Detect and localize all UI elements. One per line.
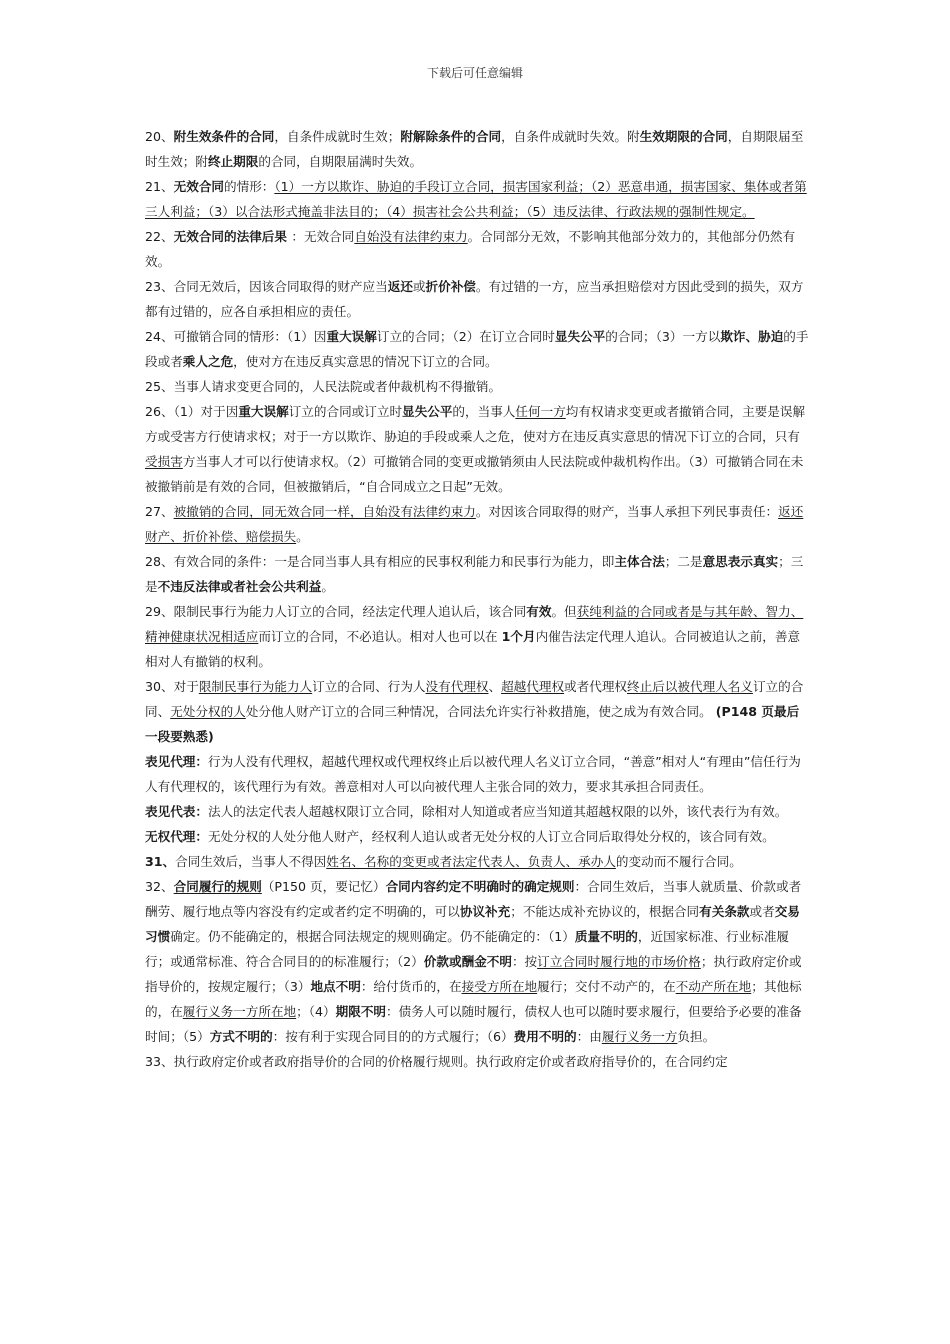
text-run: ；不能达成补充协议的，根据合同 [510, 904, 700, 919]
text-run: 24、可撤销合同的情形：（1）因 [145, 329, 327, 344]
text-run: 订立合同时履行地的市场价格 [537, 954, 701, 969]
text-run: ，使对方在违反真实意思的情况下订立的合同。 [233, 354, 498, 369]
page-header: 下载后可任意编辑 [426, 66, 523, 80]
text-run: 23、合同无效后，因该合同取得的财产应当 [145, 279, 388, 294]
text-run: 不违反法律或者社会公共利益 [157, 579, 322, 594]
text-run: ，自条件成就时失效。附 [501, 129, 640, 144]
text-run: 重大误解 [238, 404, 289, 419]
text-run: 履行义务一方所在地 [182, 1004, 297, 1019]
text-run: 订立的合同；（2）在订立合同时 [376, 329, 555, 344]
text-run: 没有代理权 [425, 679, 489, 694]
text-run: 受损害 [145, 454, 183, 469]
text-run: 负担。 [677, 1029, 716, 1044]
text-run: 的合同，自期限届满时失效。 [258, 154, 423, 169]
text-run: 返还财产、折价补偿、赔偿损失 [145, 504, 804, 544]
text-run: 终止后以被代理人名义 [627, 679, 753, 694]
text-run: ：给付货币的，在 [360, 979, 462, 994]
text-run: ；（4） [296, 1004, 336, 1019]
text-run: 均有权请求变更或者撤销合同，主要是误解方或受害方行使请求权；对于一方以欺诈、胁迫的手段或乘人之危，使对方在违反真实意思的情况下订立的合同，只有 [145, 404, 806, 444]
text-run: 交易习惯 [145, 904, 800, 944]
text-run: 22、 [145, 229, 174, 244]
text-run: ：合同生效后，当事人就质量、价款或者酬劳、履行地点等内容没有约定或者约定不明确的，可以 [145, 879, 802, 919]
text-run: 接受方所在地 [461, 979, 538, 994]
text-run: 费用不明的 [513, 1029, 577, 1044]
text-run: 。 [296, 529, 309, 544]
paragraph [145, 399, 810, 499]
text-run: 方当事人才可以行使请求权。（2）可撤销合同的变更或撤销须由人民法院或仲裁机构作出。（3）可撤销合同在未被撤销前是有效的合同，但被撤销后，“自合同成立之日起”无效。 [145, 454, 804, 494]
text-run: 订立的合同或订立时 [288, 404, 403, 419]
text-run: 终止期限 [207, 154, 259, 169]
text-run: 。 [321, 579, 334, 594]
text-run: 方式不明的 [209, 1029, 273, 1044]
text-run: 获纯利益的合同或者是与其年龄、智力、精神健康状况相适应 [145, 604, 804, 644]
text-run: 自始没有法律约束力 [354, 229, 468, 244]
text-run: ：按有利于实现合同目的的方式履行；（6） [272, 1029, 514, 1044]
text-run: 订立的合同、行为人 [312, 679, 426, 694]
text-run: 被撤销的合同，同无效合同一样，自始没有法律约束力 [173, 504, 476, 519]
text-run: 显失公平 [402, 404, 453, 419]
text-run: 无处分权的人处分他人财产，经权利人追认或者无处分权的人订立合同后取得处分权的，该合同有效。 [207, 829, 775, 844]
text-run: 协议补充 [459, 904, 511, 919]
text-run: 表见代理： [145, 754, 208, 769]
text-run: 无效合同的法律后果 [173, 229, 292, 244]
text-run: 主体合法 [614, 554, 665, 569]
paragraph [145, 124, 810, 174]
paragraph [145, 549, 810, 599]
text-run: 30、对于 [145, 679, 199, 694]
text-run: 1个月 [501, 629, 536, 644]
paragraph [145, 274, 810, 324]
paragraph [145, 174, 810, 224]
text-run: 31、 [145, 854, 176, 869]
text-run: 或 [412, 279, 426, 294]
text-run: ，自期限届至时生效；附 [145, 129, 804, 169]
text-run: 超越代理权 [501, 679, 565, 694]
paragraph [145, 1049, 810, 1074]
text-run: ：债务人可以随时履行，债权人也可以随时要求履行，但要给予必要的准备时间；（5） [145, 1004, 802, 1044]
document-body [145, 124, 810, 1074]
text-run: 期限不明 [335, 1004, 386, 1019]
text-run: 有效 [526, 604, 552, 619]
text-run: ；执行政府定价或指导价的，按规定履行；（3） [145, 954, 802, 994]
text-run: 返还 [387, 279, 413, 294]
text-run: 、 [488, 679, 502, 694]
text-run: (P148 页最后一段要熟悉) [145, 704, 800, 744]
text-run: 。对因该合同取得的财产，当事人承担下列民事责任： [475, 504, 779, 519]
text-run: 确定。仍不能确定的，根据合同法规定的规则确定。仍不能确定的：（1） [170, 929, 575, 944]
text-run: 的变动而不履行合同。 [615, 854, 742, 869]
text-run: 质量不明的 [574, 929, 638, 944]
text-run: 合同生效后，当事人不得因 [175, 854, 327, 869]
text-run: ：由 [576, 1029, 602, 1044]
text-run: ；二是 [664, 554, 703, 569]
text-run: ：按 [511, 954, 538, 969]
text-run: 无权代理： [145, 829, 208, 844]
text-run: 或者代理权 [564, 679, 627, 694]
text-run: 无效合同 [173, 179, 224, 194]
text-run: 29、限制民事行为能力人订立的合同，经法定代理人追认后，该合同 [145, 604, 527, 619]
paragraph [145, 799, 810, 824]
paragraph [145, 674, 810, 749]
text-run: 显失公平 [554, 329, 606, 344]
text-run: 合同履行的规则 [173, 879, 262, 894]
text-run: （1）一方以欺诈、胁迫的手段订立合同，损害国家利益；（2）恶意串通，损害国家、集体或者第三人利益；（3）以合法形式掩盖非法目的；（4）损害社会公共利益；（5）违反法律、行政法规的强制性规定。 [145, 179, 807, 219]
text-run: 意思表示真实 [702, 554, 779, 569]
text-run: 25、当事人请求变更合同的，人民法院或者仲裁机构不得撤销。 [145, 379, 502, 394]
text-run: 履行；交付不动产的，在 [537, 979, 676, 994]
text-run: 33、执行政府定价或者政府指导价的合同的价格履行规则。执行政府定价或者政府指导价的，在合同约定 [145, 1054, 728, 1069]
text-run: 附解除条件的合同 [400, 129, 502, 144]
text-run: 。但 [551, 604, 577, 619]
text-run: 32、 [145, 879, 174, 894]
paragraph [145, 849, 810, 874]
text-run: 。合同部分无效，不影响其他部分效力的，其他部分仍然有效。 [145, 229, 796, 269]
text-run: 订立的合同、 [145, 679, 804, 719]
text-run: 乘人之危 [182, 354, 234, 369]
text-run: 合同内容约定不明确时的确定规则 [385, 879, 575, 894]
text-run: 内催告法定代理人追认。合同被追认之前，善意相对人有撤销的权利。 [145, 629, 801, 669]
text-run: 不动产所在地 [675, 979, 752, 994]
paragraph [145, 599, 810, 674]
text-run: 处分他人财产订立的合同三种情况，合同法允许实行补救措施，使之成为有效合同。 [245, 704, 716, 719]
text-run: 行为人没有代理权，超越代理权或代理权终止后以被代理人名义订立合同，“善意”相对人“有理由”信任行为人有代理权的，该代理行为有效。善意相对人可以向被代理人主张合同的效力，要求其承担合同责任。 [145, 754, 801, 794]
text-run: 附生效条件的合同 [173, 129, 275, 144]
text-run: 折价补偿 [425, 279, 476, 294]
text-run: 地点不明 [310, 979, 361, 994]
text-run: 限制民事行为能力人 [198, 679, 313, 694]
paragraph [145, 874, 810, 1049]
text-run: 27、 [145, 504, 174, 519]
text-run: 21、 [145, 179, 174, 194]
text-run: 重大误解 [326, 329, 377, 344]
text-run: 的情形： [224, 179, 275, 194]
text-run: 或者 [749, 904, 775, 919]
text-run: ；其他标的，在 [145, 979, 802, 1019]
text-run: ：无效合同 [291, 229, 355, 244]
text-run: 28、有效合同的条件：一是合同当事人具有相应的民事权利能力和民事行为能力，即 [145, 554, 615, 569]
text-run: 任何一方 [515, 404, 566, 419]
text-run: 的，当事人 [452, 404, 516, 419]
text-run: 而订立的合同，不必追认。相对人也可以在 [258, 629, 502, 644]
text-run: 生效期限的合同 [639, 129, 728, 144]
text-run: 26、（1）对于因 [145, 404, 239, 419]
text-run: 有关条款 [699, 904, 750, 919]
text-run: 姓名、名称的变更或者法定代表人、负责人、承办人 [326, 854, 616, 869]
text-run: 欺诈、胁迫 [720, 329, 784, 344]
text-run: ，自条件成就时生效； [274, 129, 401, 144]
text-run: 价款或酬金不明 [423, 954, 512, 969]
text-run: 的手段或者 [145, 329, 809, 369]
text-run: 履行义务一方 [601, 1029, 678, 1044]
paragraph [145, 324, 810, 374]
paragraph [145, 224, 810, 274]
text-run: （P150 页，要记忆） [261, 879, 386, 894]
text-run: 无处分权的人 [170, 704, 246, 719]
paragraph [145, 499, 810, 549]
text-run: 法人的法定代表人超越权限订立合同，除相对人知道或者应当知道其超越权限的以外，该代表行为有效。 [207, 804, 788, 819]
text-run: 20、 [145, 129, 174, 144]
text-run: ；三是 [145, 554, 804, 594]
text-run: ，近国家标准、行业标准履行；或通常标准、符合合同目的的标准履行；（2） [145, 929, 789, 969]
text-run: 表见代表： [145, 804, 208, 819]
text-run: 的合同；（3）一方以 [605, 329, 721, 344]
paragraph [145, 824, 810, 849]
paragraph [145, 374, 810, 399]
text-run: 。有过错的一方，应当承担赔偿对方因此受到的损失，双方都有过错的，应各自承担相应的责任。 [145, 279, 804, 319]
paragraph [145, 749, 810, 799]
